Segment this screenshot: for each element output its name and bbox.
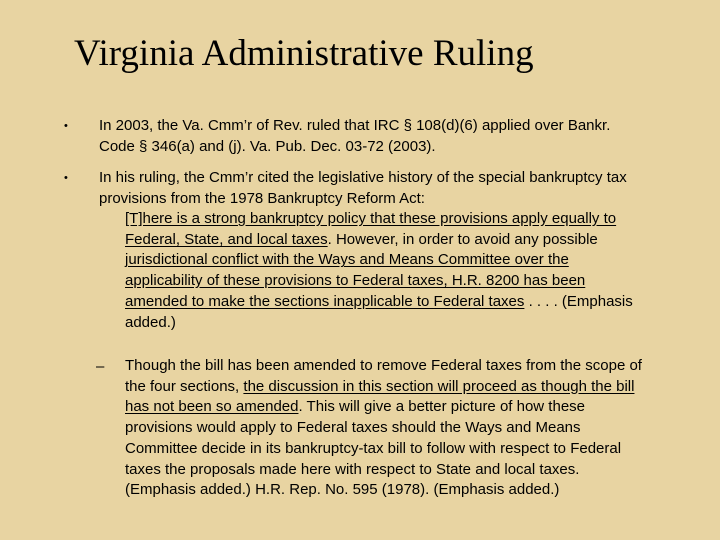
bullet-text-2 bbox=[99, 168, 627, 209]
bullet-marker: • bbox=[64, 120, 68, 132]
sub-line-2-start: the four sections, bbox=[125, 377, 244, 395]
sub-line-7: (Emphasis added.) H.R. Rep. No. 595 (1978). (Emphasis added.) bbox=[125, 481, 560, 499]
bullet-1-line-2: Code § 346(a) and (j). Va. Pub. Dec. 03-72 (2003). bbox=[99, 137, 436, 155]
quote-line-5 bbox=[125, 292, 633, 313]
quote-line-6: added.) bbox=[125, 313, 176, 331]
sub-line-5: Committee decide in its bankruptcy-tax bill to follow with respect to Federal bbox=[125, 439, 622, 457]
sub-emphasis-2: has not been so amended bbox=[125, 398, 299, 416]
quote-emphasis-2: amended to make the sections inapplicable to Federal taxes bbox=[125, 292, 525, 310]
legislative-quote bbox=[125, 209, 633, 333]
bullet-1-line-1: In 2003, the Va. Cmm’r of Rev. ruled that IRC § 108(d)(6) applied over Bankr. bbox=[99, 117, 611, 134]
quote-line-4: applicability of these provisions to Federal taxes, H.R. 8200 has been bbox=[125, 272, 586, 290]
quote-line-1: [T]here is a strong bankruptcy policy that these provisions apply equally to bbox=[125, 210, 617, 227]
quote-emphasis-1: Federal, State, and local taxes bbox=[125, 230, 328, 248]
sub-line-3-rest: . This will give a better picture of how these bbox=[298, 398, 585, 416]
quote-line-3: jurisdictional conflict with the Ways and Means Committee over the bbox=[125, 251, 569, 269]
dash-marker: – bbox=[96, 358, 105, 375]
bullet-text-1 bbox=[99, 116, 610, 157]
sub-line-3 bbox=[125, 397, 642, 418]
bullet-marker: • bbox=[64, 172, 68, 184]
quote-line-2 bbox=[125, 230, 633, 251]
sub-bullet-text bbox=[125, 356, 642, 501]
bullet-2-line-2: provisions from the 1978 Bankruptcy Reform Act: bbox=[99, 189, 425, 207]
bullet-2-line-1: In his ruling, the Cmm’r cited the legislative history of the special bankruptcy tax bbox=[99, 169, 627, 186]
slide-title: Virginia Administrative Ruling bbox=[74, 33, 534, 74]
sub-line-2 bbox=[125, 377, 642, 398]
sub-line-1: Though the bill has been amended to remove Federal taxes from the scope of bbox=[125, 357, 642, 374]
quote-line-2-rest: . However, in order to avoid any possible bbox=[327, 230, 598, 248]
sub-line-4: provisions would apply to Federal taxes should the Ways and Means bbox=[125, 419, 581, 437]
quote-line-5-rest: . . . . (Emphasis bbox=[524, 292, 633, 310]
sub-line-6: taxes the proposals made here with respect to State and local taxes. bbox=[125, 460, 580, 478]
sub-emphasis-1: the discussion in this section will proceed as though the bill bbox=[243, 377, 635, 395]
